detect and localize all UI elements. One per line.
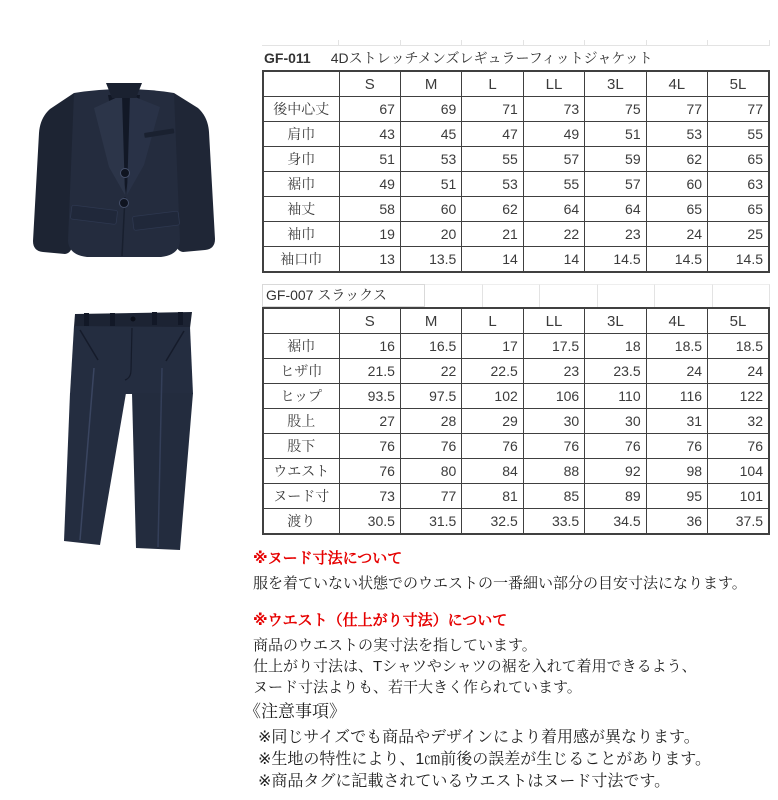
- measurement-label: 袖口巾: [263, 247, 339, 273]
- measurement-label: 股下: [263, 434, 339, 459]
- size-value-cell: 69: [400, 97, 461, 122]
- size-col-header: M: [400, 71, 461, 97]
- slacks-size-table: [262, 307, 770, 535]
- corner-cell: [263, 308, 339, 334]
- measurement-label: ヌード寸: [263, 484, 339, 509]
- jacket-product-code: GF-011: [264, 50, 311, 66]
- size-value-cell: 51: [400, 172, 461, 197]
- size-value-cell: 77: [400, 484, 461, 509]
- size-value-cell: 55: [462, 147, 523, 172]
- measurement-row: [263, 509, 769, 535]
- size-col-header: M: [400, 308, 461, 334]
- measurement-label: 肩巾: [263, 122, 339, 147]
- measurement-row: [263, 334, 769, 359]
- size-value-cell: 14: [462, 247, 523, 273]
- measurement-row: [263, 459, 769, 484]
- size-header-row: [263, 71, 769, 97]
- size-value-cell: 110: [585, 384, 646, 409]
- size-value-cell: 95: [646, 484, 707, 509]
- size-value-cell: 49: [523, 122, 584, 147]
- measurement-row: [263, 484, 769, 509]
- size-value-cell: 122: [708, 384, 769, 409]
- size-value-cell: 88: [523, 459, 584, 484]
- measurement-row: [263, 247, 769, 273]
- size-value-cell: 30.5: [339, 509, 400, 535]
- size-header-row: [263, 308, 769, 334]
- size-value-cell: 75: [585, 97, 646, 122]
- size-value-cell: 22: [400, 359, 461, 384]
- sizing-notes: [253, 547, 778, 698]
- waist-size-note-heading: ※ウエスト（仕上がり寸法）について: [253, 612, 508, 629]
- size-value-cell: 76: [708, 434, 769, 459]
- size-col-header: 5L: [708, 71, 769, 97]
- caution-heading: 《注意事項》: [244, 702, 346, 721]
- nude-size-note-body: 服を着ていない状態でのウエストの一番細い部分の目安寸法になります。: [253, 575, 747, 592]
- slacks-product-name: GF-007 スラックス: [262, 284, 425, 307]
- size-value-cell: 13: [339, 247, 400, 273]
- size-col-header: 4L: [646, 71, 707, 97]
- size-value-cell: 14: [523, 247, 584, 273]
- size-value-cell: 14.5: [646, 247, 707, 273]
- size-value-cell: 23: [523, 359, 584, 384]
- size-value-cell: 80: [400, 459, 461, 484]
- size-value-cell: 76: [400, 434, 461, 459]
- measurement-row: [263, 409, 769, 434]
- size-value-cell: 17.5: [523, 334, 584, 359]
- size-value-cell: 57: [585, 172, 646, 197]
- size-value-cell: 24: [646, 359, 707, 384]
- size-col-header: 5L: [708, 308, 769, 334]
- size-value-cell: 84: [462, 459, 523, 484]
- measurement-label: 袖丈: [263, 197, 339, 222]
- size-value-cell: 13.5: [400, 247, 461, 273]
- size-value-cell: 98: [646, 459, 707, 484]
- size-value-cell: 73: [339, 484, 400, 509]
- size-value-cell: 55: [708, 122, 769, 147]
- slacks-table-title-row: [262, 284, 770, 307]
- caution-item-1: ※同じサイズでも商品やデザインにより着用感が異なります。: [258, 729, 700, 746]
- size-value-cell: 101: [708, 484, 769, 509]
- size-value-cell: 81: [462, 484, 523, 509]
- size-value-cell: 21.5: [339, 359, 400, 384]
- size-value-cell: 65: [646, 197, 707, 222]
- size-value-cell: 63: [708, 172, 769, 197]
- size-value-cell: 24: [646, 222, 707, 247]
- slacks-photo: [52, 298, 204, 554]
- faint-gridline-row: [262, 40, 770, 46]
- measurement-row: [263, 122, 769, 147]
- size-value-cell: 31: [646, 409, 707, 434]
- size-value-cell: 64: [585, 197, 646, 222]
- size-value-cell: 67: [339, 97, 400, 122]
- size-value-cell: 18.5: [646, 334, 707, 359]
- size-value-cell: 32: [708, 409, 769, 434]
- measurement-label: 股上: [263, 409, 339, 434]
- size-value-cell: 36: [646, 509, 707, 535]
- waist-note-line-3: ヌード寸法よりも、若干大きく作られています。: [253, 679, 582, 696]
- measurement-label: ウエスト: [263, 459, 339, 484]
- size-col-header: L: [462, 71, 523, 97]
- size-col-header: S: [339, 308, 400, 334]
- size-value-cell: 104: [708, 459, 769, 484]
- size-value-cell: 34.5: [585, 509, 646, 535]
- measurement-label: 後中心丈: [263, 97, 339, 122]
- jacket-size-table: [262, 70, 770, 273]
- measurement-row: [263, 147, 769, 172]
- size-value-cell: 53: [400, 147, 461, 172]
- measurement-label: ヒップ: [263, 384, 339, 409]
- size-value-cell: 16: [339, 334, 400, 359]
- size-value-cell: 76: [523, 434, 584, 459]
- size-col-header: 3L: [585, 71, 646, 97]
- size-value-cell: 18: [585, 334, 646, 359]
- waist-note-line-2: 仕上がり寸法は、Tシャツやシャツの裾を入れて着用できるよう、: [253, 658, 697, 675]
- size-value-cell: 76: [462, 434, 523, 459]
- size-value-cell: 92: [585, 459, 646, 484]
- size-value-cell: 45: [400, 122, 461, 147]
- size-value-cell: 55: [523, 172, 584, 197]
- size-value-cell: 22: [523, 222, 584, 247]
- size-col-header: LL: [523, 308, 584, 334]
- caution-item-3: ※商品タグに記載されているウエストはヌード寸法です。: [258, 773, 671, 790]
- size-col-header: 4L: [646, 308, 707, 334]
- measurement-label: 袖巾: [263, 222, 339, 247]
- jacket-illustration: [10, 45, 238, 271]
- measurement-row: [263, 172, 769, 197]
- size-value-cell: 47: [462, 122, 523, 147]
- size-value-cell: 106: [523, 384, 584, 409]
- size-value-cell: 57: [523, 147, 584, 172]
- size-value-cell: 37.5: [708, 509, 769, 535]
- size-value-cell: 76: [646, 434, 707, 459]
- corner-cell: [263, 71, 339, 97]
- size-value-cell: 73: [523, 97, 584, 122]
- size-value-cell: 19: [339, 222, 400, 247]
- size-value-cell: 16.5: [400, 334, 461, 359]
- size-value-cell: 14.5: [708, 247, 769, 273]
- size-col-header: 3L: [585, 308, 646, 334]
- measurement-row: [263, 359, 769, 384]
- size-value-cell: 93.5: [339, 384, 400, 409]
- size-value-cell: 24: [708, 359, 769, 384]
- jacket-size-section: [262, 40, 770, 273]
- size-value-cell: 28: [400, 409, 461, 434]
- size-value-cell: 27: [339, 409, 400, 434]
- size-value-cell: 62: [462, 197, 523, 222]
- size-value-cell: 89: [585, 484, 646, 509]
- size-value-cell: 65: [708, 197, 769, 222]
- size-value-cell: 32.5: [462, 509, 523, 535]
- size-value-cell: 53: [646, 122, 707, 147]
- slacks-illustration: [52, 298, 204, 554]
- size-value-cell: 51: [585, 122, 646, 147]
- size-value-cell: 21: [462, 222, 523, 247]
- size-value-cell: 51: [339, 147, 400, 172]
- size-value-cell: 18.5: [708, 334, 769, 359]
- size-value-cell: 65: [708, 147, 769, 172]
- size-value-cell: 31.5: [400, 509, 461, 535]
- size-value-cell: 30: [585, 409, 646, 434]
- size-value-cell: 20: [400, 222, 461, 247]
- size-value-cell: 76: [339, 434, 400, 459]
- jacket-table-title: [264, 47, 770, 69]
- size-value-cell: 49: [339, 172, 400, 197]
- size-value-cell: 77: [646, 97, 707, 122]
- size-col-header: L: [462, 308, 523, 334]
- measurement-row: [263, 97, 769, 122]
- size-value-cell: 23: [585, 222, 646, 247]
- measurement-row: [263, 197, 769, 222]
- size-value-cell: 85: [523, 484, 584, 509]
- size-value-cell: 43: [339, 122, 400, 147]
- size-value-cell: 76: [585, 434, 646, 459]
- size-value-cell: 53: [462, 172, 523, 197]
- jacket-photo: [10, 45, 238, 271]
- size-value-cell: 76: [339, 459, 400, 484]
- caution-item-2: ※生地の特性により、1㎝前後の誤差が生じることがあります。: [258, 751, 712, 768]
- nude-size-note-heading: ※ヌード寸法について: [253, 550, 403, 567]
- measurement-label: 身巾: [263, 147, 339, 172]
- size-col-header: S: [339, 71, 400, 97]
- size-value-cell: 25: [708, 222, 769, 247]
- caution-item-list: [244, 727, 778, 793]
- size-value-cell: 71: [462, 97, 523, 122]
- size-value-cell: 60: [400, 197, 461, 222]
- measurement-label: ヒザ巾: [263, 359, 339, 384]
- size-value-cell: 30: [523, 409, 584, 434]
- size-value-cell: 97.5: [400, 384, 461, 409]
- measurement-label: 裾巾: [263, 172, 339, 197]
- size-value-cell: 29: [462, 409, 523, 434]
- measurement-label: 渡り: [263, 509, 339, 535]
- size-value-cell: 77: [708, 97, 769, 122]
- measurement-row: [263, 384, 769, 409]
- size-col-header: LL: [523, 71, 584, 97]
- size-value-cell: 59: [585, 147, 646, 172]
- waist-note-line-1: 商品のウエストの実寸法を指しています。: [253, 637, 537, 654]
- size-value-cell: 116: [646, 384, 707, 409]
- slacks-size-section: [262, 284, 770, 535]
- size-value-cell: 14.5: [585, 247, 646, 273]
- size-value-cell: 62: [646, 147, 707, 172]
- measurement-row: [263, 434, 769, 459]
- jacket-product-name: 4Dストレッチメンズレギュラーフィットジャケット: [330, 50, 653, 66]
- caution-section: [244, 700, 778, 793]
- measurement-label: 裾巾: [263, 334, 339, 359]
- measurement-row: [263, 222, 769, 247]
- size-value-cell: 60: [646, 172, 707, 197]
- size-value-cell: 58: [339, 197, 400, 222]
- size-value-cell: 22.5: [462, 359, 523, 384]
- size-value-cell: 23.5: [585, 359, 646, 384]
- size-value-cell: 17: [462, 334, 523, 359]
- size-value-cell: 64: [523, 197, 584, 222]
- size-value-cell: 33.5: [523, 509, 584, 535]
- size-value-cell: 102: [462, 384, 523, 409]
